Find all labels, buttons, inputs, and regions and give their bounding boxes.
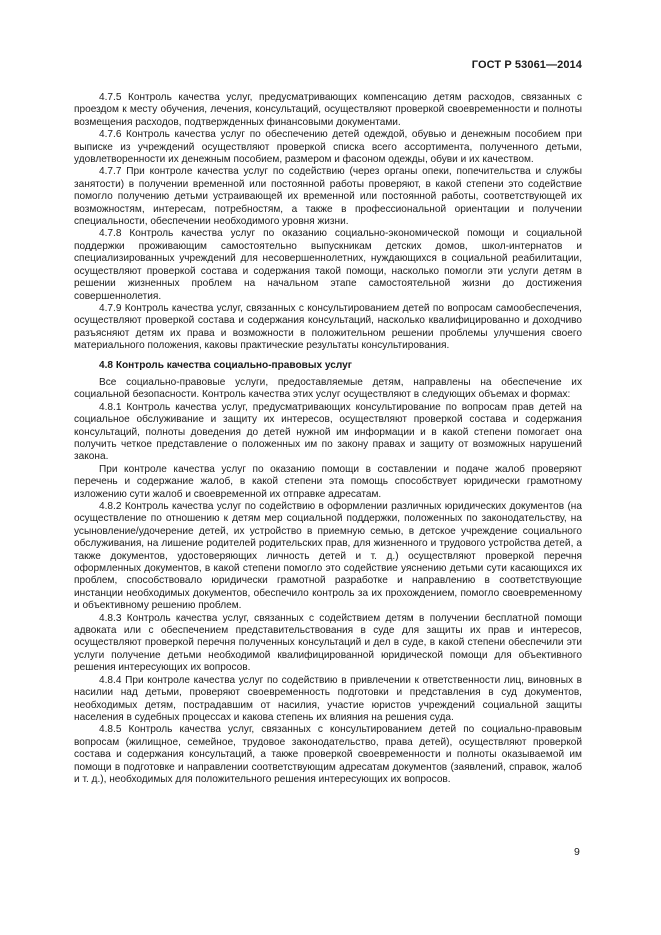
document-code: ГОСТ Р 53061—2014 <box>471 59 582 71</box>
paragraph-4-8-intro: Все социально-правовые услуги, предоставляемые детям, направлены на обеспечение их социальной безопасности. Контроль качества этих услуг осуществляют в следующих объемах и формах: <box>74 376 582 401</box>
paragraph-4-7-9: 4.7.9 Контроль качества услуг, связанных с консультированием детей по вопросам самообеспечения, осуществляют проверкой состава и содержания консультаций, насколько квалифицированно и доходчиво разъясняют детям их права и возможности в положительном решении проблемы улучшения своего материального положения, каковы практические результаты консультирования. <box>74 302 582 352</box>
paragraph-4-7-5: 4.7.5 Контроль качества услуг, предусматривающих компенсацию детям расходов, связанных с проездом к месту обучения, лечения, консультаций, осуществляют проверкой своевременности и полноты возмещения расходов, подтвержденных финансовыми документами. <box>74 92 582 128</box>
paragraph-4-8-3: 4.8.3 Контроль качества услуг, связанных с содействием детям в получении бесплатной помощи адвоката или с обеспечением представительствования в суде для защиты их прав и интересов, осуществляют проверкой перечня полученных консультаций и дел в суде, в какой степени обеспечили эти услуги получение детьми необходимой квалифицированной юридической помощи для объективного решения интересующих их вопросов. <box>74 612 582 674</box>
paragraph-4-8-1: 4.8.1 Контроль качества услуг, предусматривающих консультирование по вопросам прав детей на социальное обслуживание и защиту их интересов, осуществляют проверкой состава и содержания консультаций, полноты доведения до детей нужной им информации и в какой степени помогает она получить четкое представление о положенных им по закону правах и защиту от возможных нарушений закона. <box>74 401 582 463</box>
paragraph-4-8-5: 4.8.5 Контроль качества услуг, связанных с консультированием детей по социально-правовым вопросам (жилищное, семейное, трудовое законодательство, права детей), осуществляют проверкой состава и содержания консультаций, а также проверкой своевременности и полноты оказываемой им помощи в подготовке и направлении соответствующим адресатам документов (заявлений, справок, жалоб и т. д.), необходимых для положительного решения интересующих их вопросов. <box>74 724 582 785</box>
paragraph-4-7-8: 4.7.8 Контроль качества услуг по оказанию социально-экономической помощи и социальной поддержки проживающим самостоятельно выпускникам детских домов, школ-интернатов и специализированных учреждений для несовершеннолетних, нуждающихся в социальной реабилитации, осуществляют проверкой состава и содержания такой помощи, насколько помогли эти услуги детям в решении жизненных проблем на начальном этапе самостоятельной жизни до достижения совершеннолетия. <box>74 228 582 302</box>
paragraph-4-8-4: 4.8.4 При контроле качества услуг по содействию в привлечении к ответственности лиц, виновных в насилии над детьми, проверяют своевременность подготовки и представления в суд документов, необходимых детям, пострадавшим от насилия, участие юристов учреждений социальной защиты населения в судебных процессах и какова степень их влияния на решения суда. <box>74 674 582 723</box>
document-body <box>74 92 582 786</box>
paragraph-4-7-6: 4.7.6 Контроль качества услуг по обеспечению детей одеждой, обувью и денежным пособием при выписке из учреждений осуществляют проверкой списка всего ассортимента, полученного детьми, удовлетворенности их денежным пособием, размером и фасоном одежды, обуви и их качеством. <box>74 129 582 166</box>
paragraph-4-8-2: 4.8.2 Контроль качества услуг по содействию в оформлении различных юридических документов (на осуществление по отношению к детям мер социальной поддержки, положенных по законодательству, на усыновление/удочерение детей, их устройство в приемную семью, в детское учреждение социального обслуживания, на лишение родителей родительских прав, для жизненного и трудового устройства детей, а также документов, удостоверяющих личность детей и т. д.) осуществляют проверкой перечня оформленных документов, в какой степени помогло это содействие уяснению детьми сути касающихся их проблем, способствовало юридически грамотной разработке и направлению в соответствующие инстанции необходимых документов, обеспечило контроль за их прохождением, помогло своевременному и объективному решению проблем. <box>74 501 582 612</box>
page-number: 9 <box>574 846 580 858</box>
section-heading-4-8: 4.8 Контроль качества социально-правовых услуг <box>99 359 352 371</box>
paragraph-4-8-1-complaints: При контроле качества услуг по оказанию помощи в составлении и подаче жалоб проверяют перечень и содержание жалоб, в какой степени эта помощь способствует юридически грамотному изложению сути жалоб и своевременной их отправке адресатам. <box>74 463 582 500</box>
paragraph-4-7-7: 4.7.7 При контроле качества услуг по содействию (через органы опеки, попечительства и службы занятости) в получении временной или постоянной работы проверяют, в какой степени это содействие помогло получению детьми устраивающей их временной или постоянной работы, соответствующей их возможностям, интересам, потребностям, а также в профессиональной ориентации и получении специальности, обеспечении необходимого уровня жизни. <box>74 166 582 228</box>
